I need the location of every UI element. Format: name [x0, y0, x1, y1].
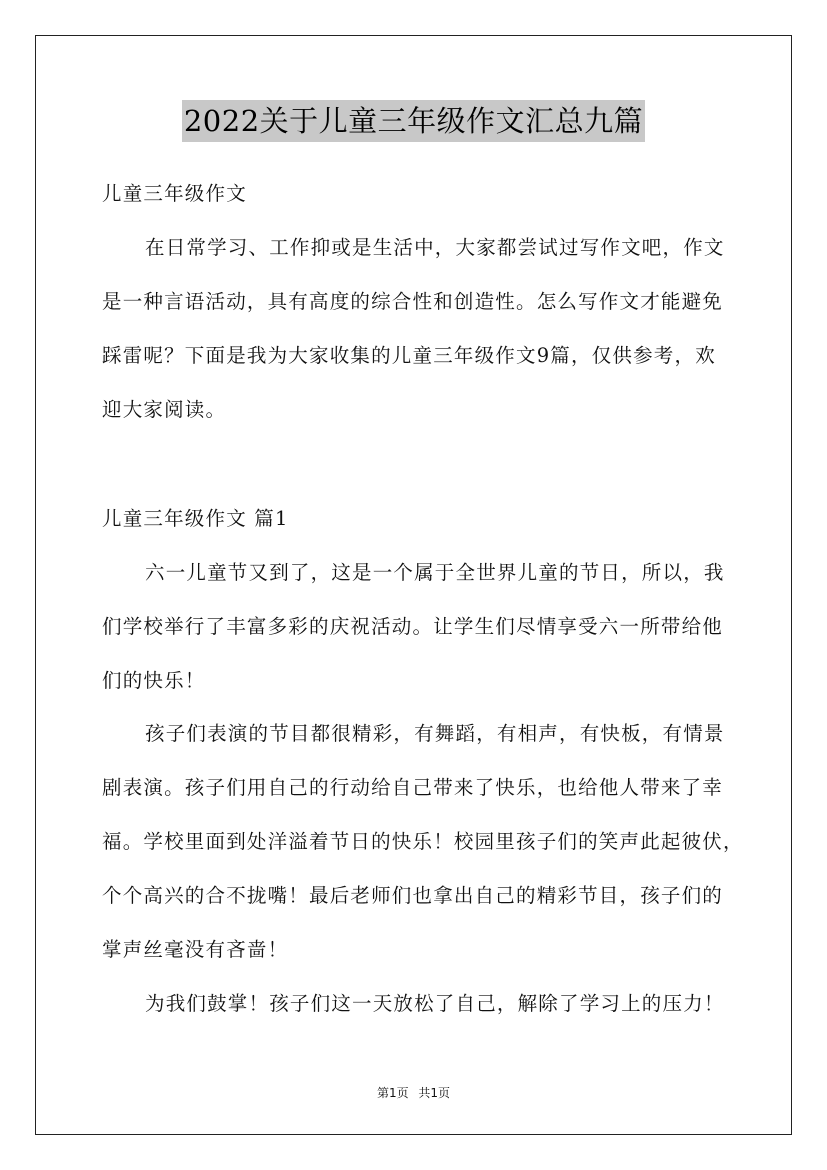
article-line-3: 们的快乐！ [102, 669, 206, 692]
intro-line-1: 在日常学习、工作抑或是生活中，大家都尝试过写作文吧，作文 [145, 236, 725, 259]
article-line-4: 孩子们表演的节目都很精彩，有舞蹈，有相声，有快板，有情景 [145, 722, 725, 745]
page-number-current: 第1页 [376, 1086, 409, 1100]
intro-line-4: 迎大家阅读。 [102, 398, 227, 421]
intro-line-3: 踩雷呢？下面是我为大家收集的儿童三年级作文9篇，仅供参考，欢 [102, 344, 716, 367]
intro-line-2: 是一种言语活动，具有高度的综合性和创造性。怎么写作文才能避免 [102, 290, 724, 313]
page-number-total: 共1页 [418, 1086, 451, 1100]
title-container [0, 100, 827, 142]
article-line-6: 福。学校里面到处洋溢着节日的快乐！校园里孩子们的笑声此起彼伏， [102, 830, 744, 853]
article-line-9: 为我们鼓掌！孩子们这一天放松了自己，解除了学习上的压力！ [145, 992, 725, 1015]
article-line-7: 个个高兴的合不拢嘴！最后老师们也拿出自己的精彩节目，孩子们的 [102, 884, 724, 907]
article-heading: 儿童三年级作文 篇1 [102, 507, 289, 530]
article-line-8: 掌声丝毫没有吝啬！ [102, 938, 289, 961]
document-title: 2022关于儿童三年级作文汇总九篇 [182, 100, 645, 142]
article-line-5: 剧表演。孩子们用自己的行动给自己带来了快乐，也给他人带来了幸 [102, 776, 724, 799]
article-line-1: 六一儿童节又到了，这是一个属于全世界儿童的节日，所以，我 [145, 561, 725, 584]
article-line-2: 们学校举行了丰富多彩的庆祝活动。让学生们尽情享受六一所带给他 [102, 615, 724, 638]
page-footer [0, 1084, 827, 1101]
section-heading: 儿童三年级作文 [102, 182, 247, 205]
